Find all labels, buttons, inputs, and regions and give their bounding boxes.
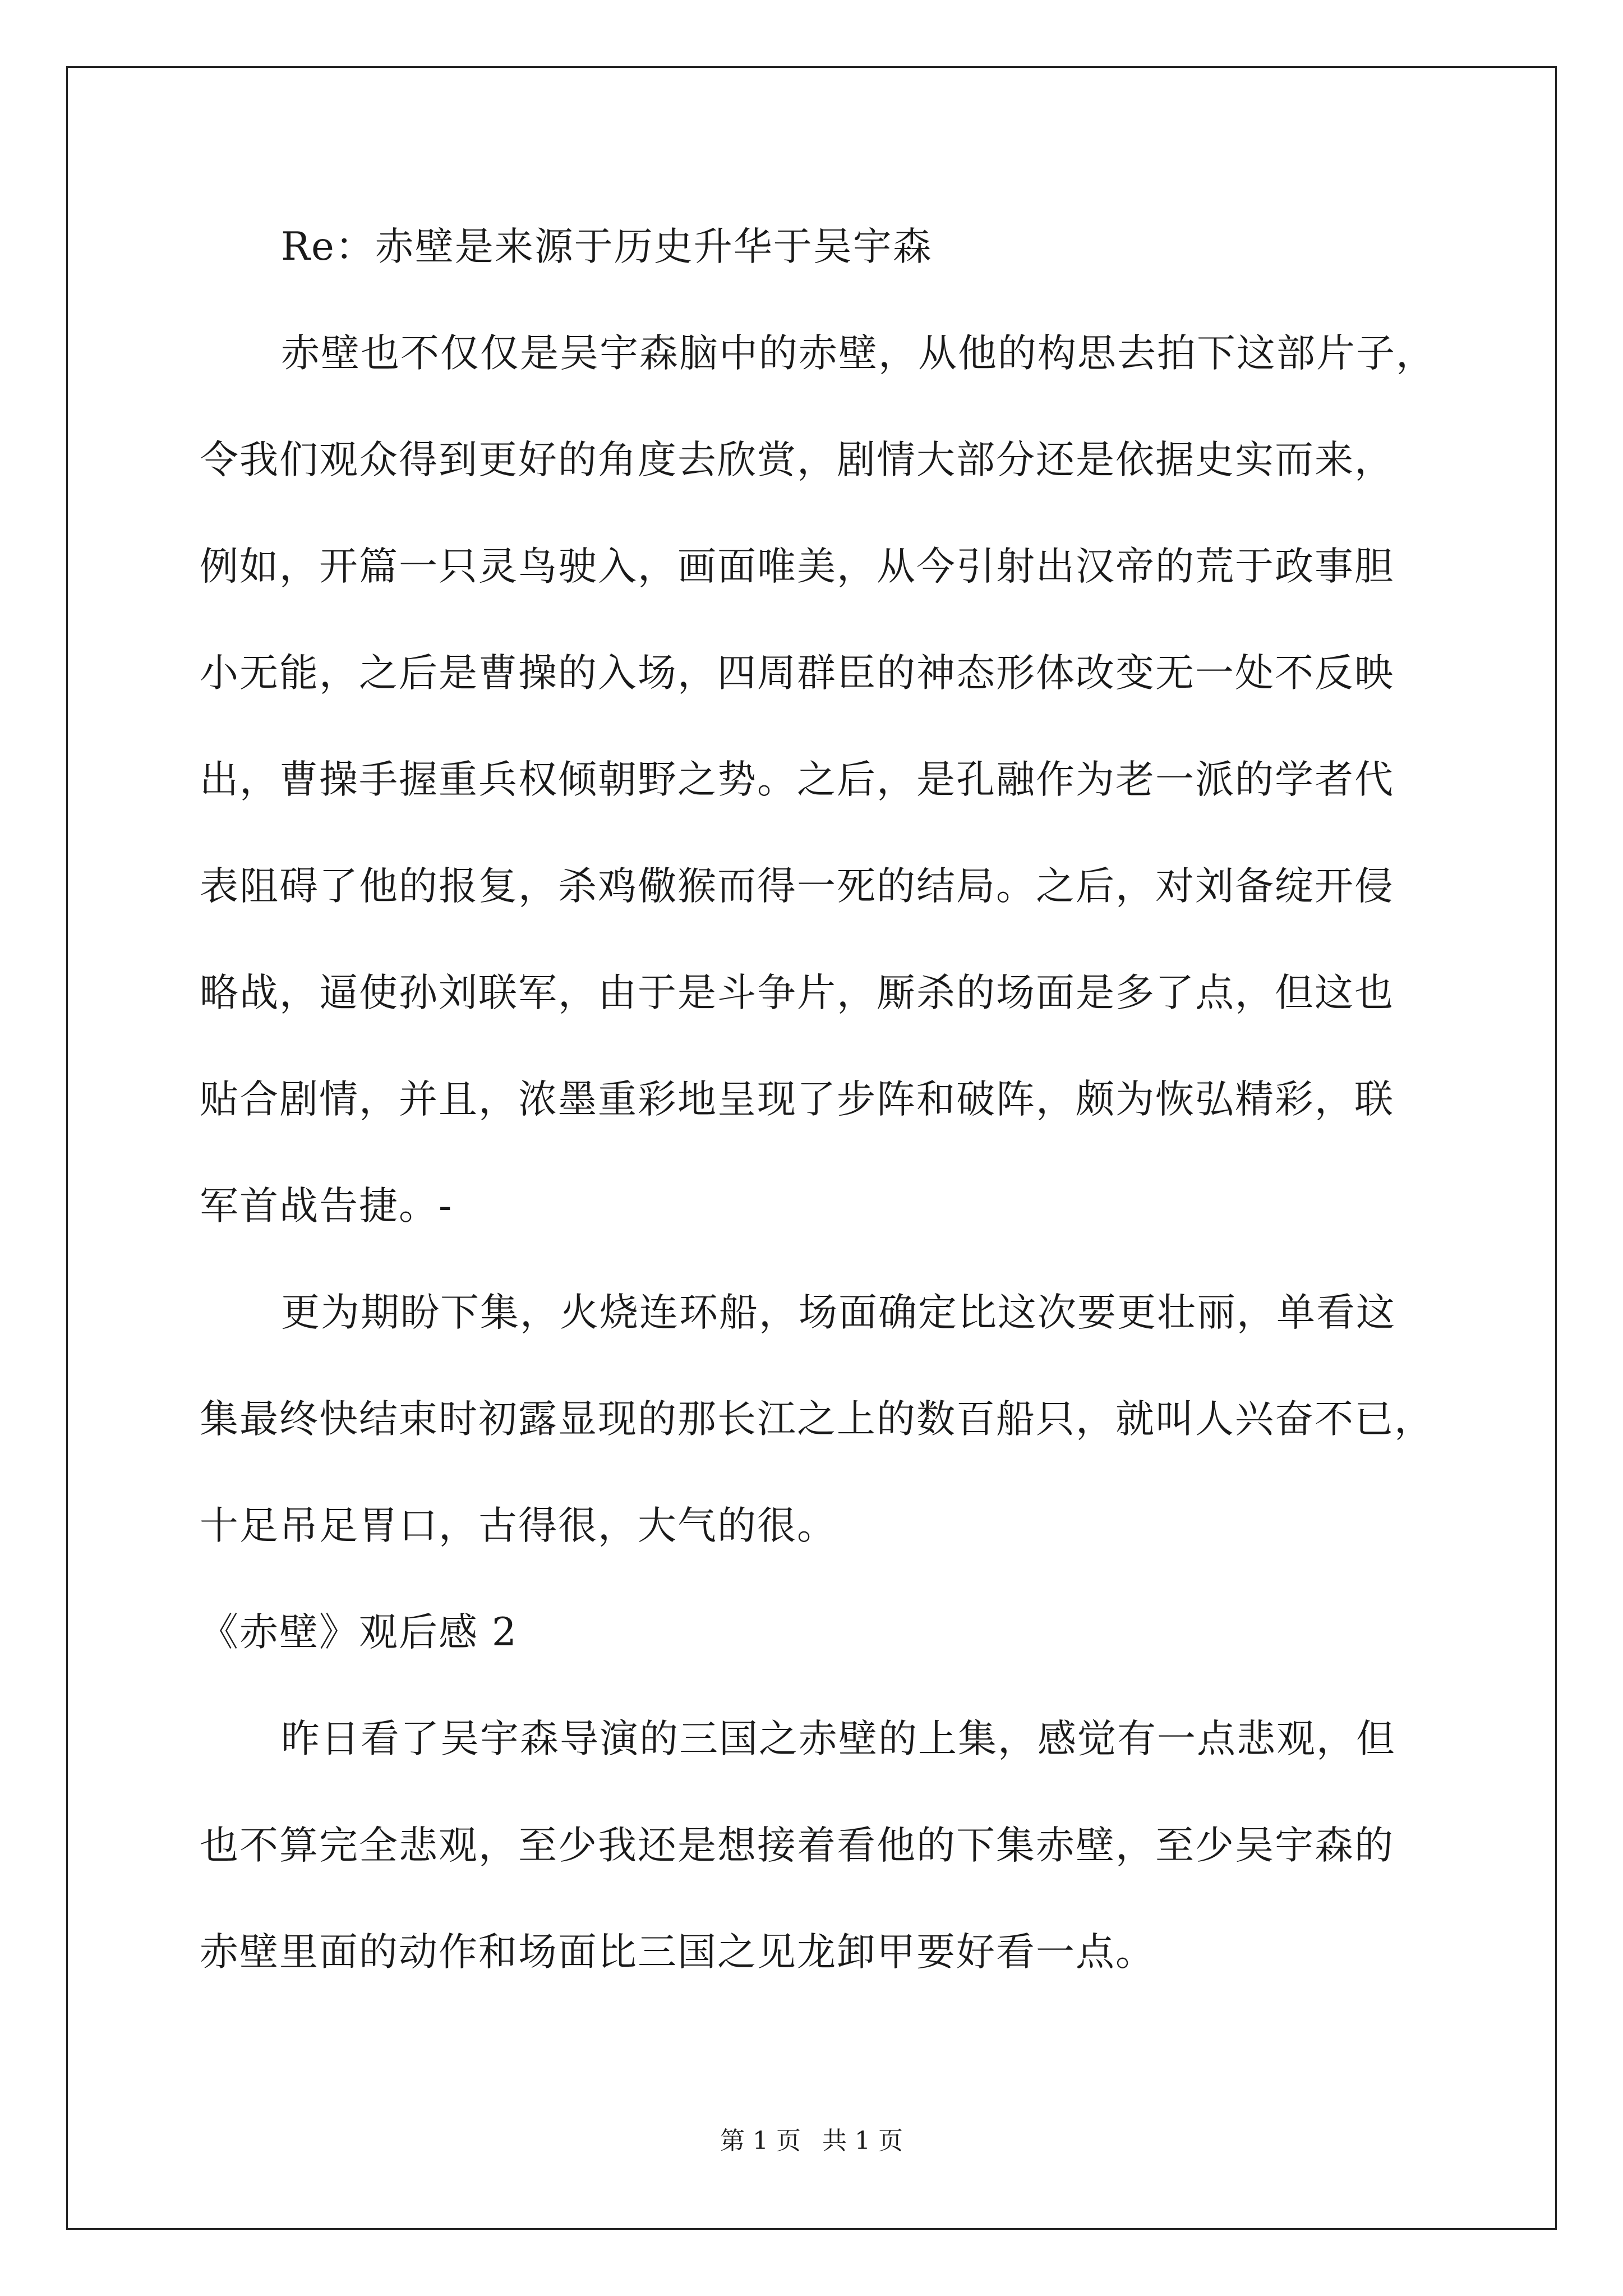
paragraph-line: 也不算完全悲观，至少我还是想接着看他的下集赤壁，至少吴宇森的 xyxy=(200,1823,1394,1868)
section1-title: Re：赤壁是来源于历史升华于吴宇森 xyxy=(281,224,933,269)
section2-title: 《赤壁》观后感 2 xyxy=(200,1610,518,1655)
section1-paragraph-1 xyxy=(200,323,1436,1282)
section2-paragraph-1 xyxy=(200,1708,1433,2028)
paragraph-line: 昨日看了吴宇森导演的三国之赤壁的上集，感觉有一点悲观，但 xyxy=(281,1717,1396,1761)
paragraph-line: 更为期盼下集，火烧连环船，场面确定比这次要更壮丽，单看这 xyxy=(281,1290,1396,1335)
paragraph-line: 例如，开篇一只灵鸟驶入，画面唯美，从今引射出汉帝的荒于政事胆 xyxy=(200,544,1394,589)
paragraph-line: 赤壁也不仅仅是吴宇森脑中的赤壁，从他的构思去拍下这部片子， xyxy=(281,331,1436,376)
paragraph-line: 十足吊足胃口，古得很，大气的很。 xyxy=(200,1503,837,1548)
paragraph-line: 集最终快结束时初露显现的那长江之上的数百船只，就叫人兴奋不已， xyxy=(200,1397,1434,1442)
document-body xyxy=(200,216,1436,2028)
paragraph-line: 贴合剧情，并且，浓墨重彩地呈现了步阵和破阵，颇为恢弘精彩，联 xyxy=(200,1077,1394,1122)
page-number-current: 第 1 页 xyxy=(720,2127,801,2155)
page-number-total: 共 1 页 xyxy=(822,2127,903,2155)
paragraph-line: 表阻碍了他的报复，杀鸡儆猴而得一死的结局。之后，对刘备绽开侵 xyxy=(200,864,1394,909)
paragraph-line: 小无能，之后是曹操的入场，四周群臣的神态形体改变无一处不反映 xyxy=(200,651,1394,696)
page-footer xyxy=(0,2120,1623,2156)
paragraph-line: 赤壁里面的动作和场面比三国之见龙卸甲要好看一点。 xyxy=(200,1930,1155,1975)
paragraph-line: 出，曹操手握重兵权倾朝野之势。之后，是孔融作为老一派的学者代 xyxy=(200,757,1394,802)
section1-paragraph-2 xyxy=(200,1282,1433,1602)
paragraph-line: 令我们观众得到更好的角度去欣赏，剧情大部分还是依据史实而来， xyxy=(200,438,1394,482)
paragraph-line: 军首战告捷。- xyxy=(200,1184,453,1228)
paragraph-line: 略战，逼使孙刘联军，由于是斗争片，厮杀的场面是多了点，但这也 xyxy=(200,970,1394,1015)
